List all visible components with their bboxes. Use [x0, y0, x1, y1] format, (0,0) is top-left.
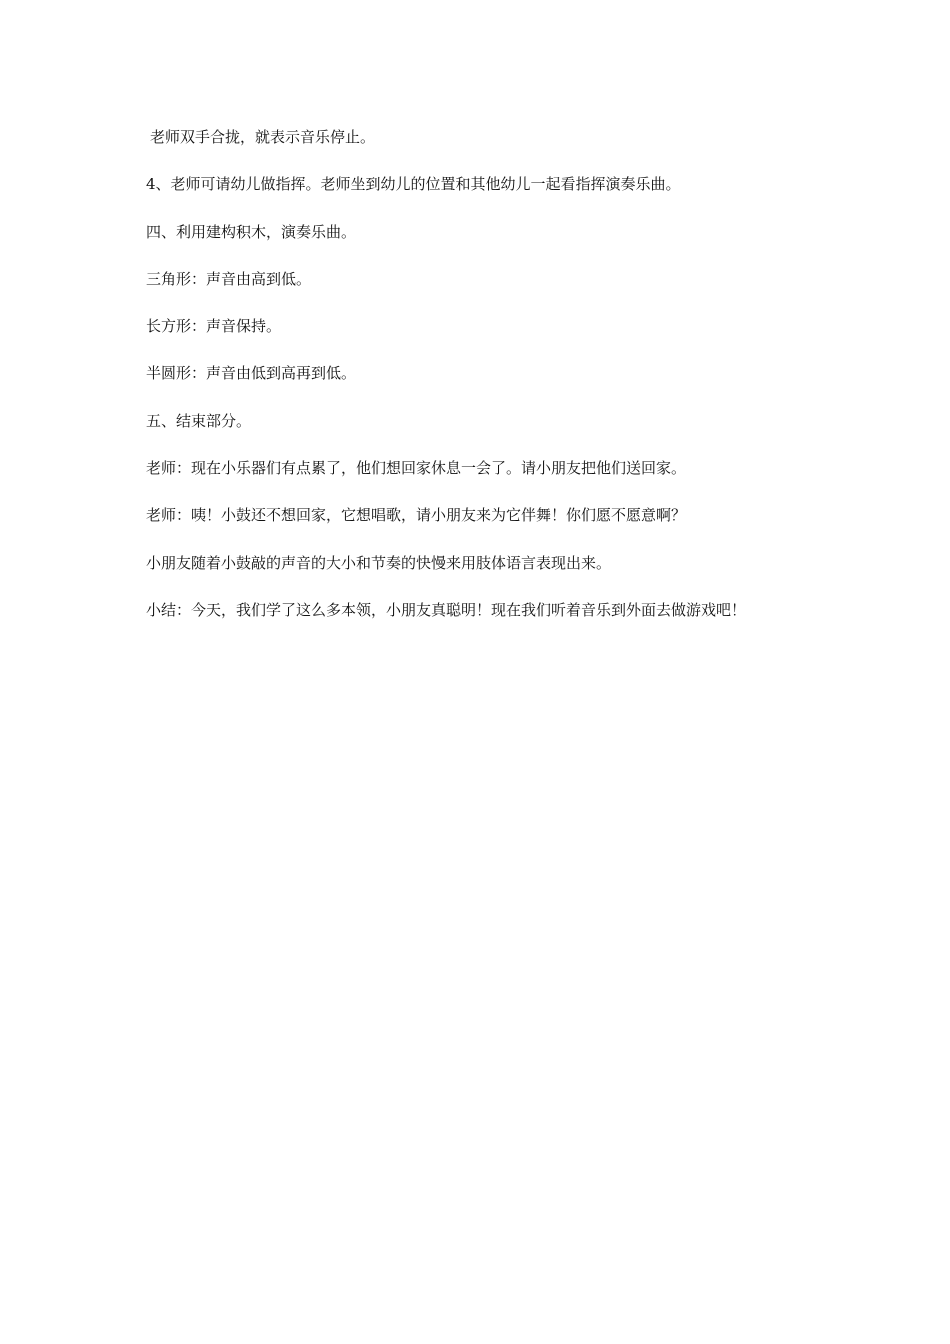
- paragraph-summary: 小结：今天，我们学了这么多本领，小朋友真聪明！现在我们听着音乐到外面去做游戏吧！: [146, 600, 747, 619]
- document-body: [146, 126, 846, 646]
- paragraph-rectangle: 长方形：声音保持。: [146, 317, 282, 336]
- paragraph-semicircle: 半圆形：声音由低到高再到低。: [146, 364, 357, 383]
- paragraph-child-conductor: 4、老师可请幼儿做指挥。老师坐到幼儿的位置和其他幼儿一起看指挥演奏乐曲。: [146, 175, 681, 194]
- paragraph-body-language: 小朋友随着小鼓敲的声音的大小和节奏的快慢来用肢体语言表现出来。: [146, 553, 612, 572]
- paragraph-music-stop: 老师双手合拢，就表示音乐停止。: [150, 128, 376, 146]
- paragraph-triangle: 三角形：声音由高到低。: [146, 269, 312, 288]
- paragraph-teacher-send-home: 老师：现在小乐器们有点累了，他们想回家休息一会了。请小朋友把他们送回家。: [146, 459, 687, 478]
- section-heading-ending: 五、结束部分。: [146, 411, 252, 430]
- paragraph-teacher-drum-dance: 老师：咦！小鼓还不想回家，它想唱歌，请小朋友来为它伴舞！你们愿不愿意啊？: [146, 506, 687, 525]
- section-heading-blocks: 四、利用建构积木，演奏乐曲。: [146, 222, 357, 241]
